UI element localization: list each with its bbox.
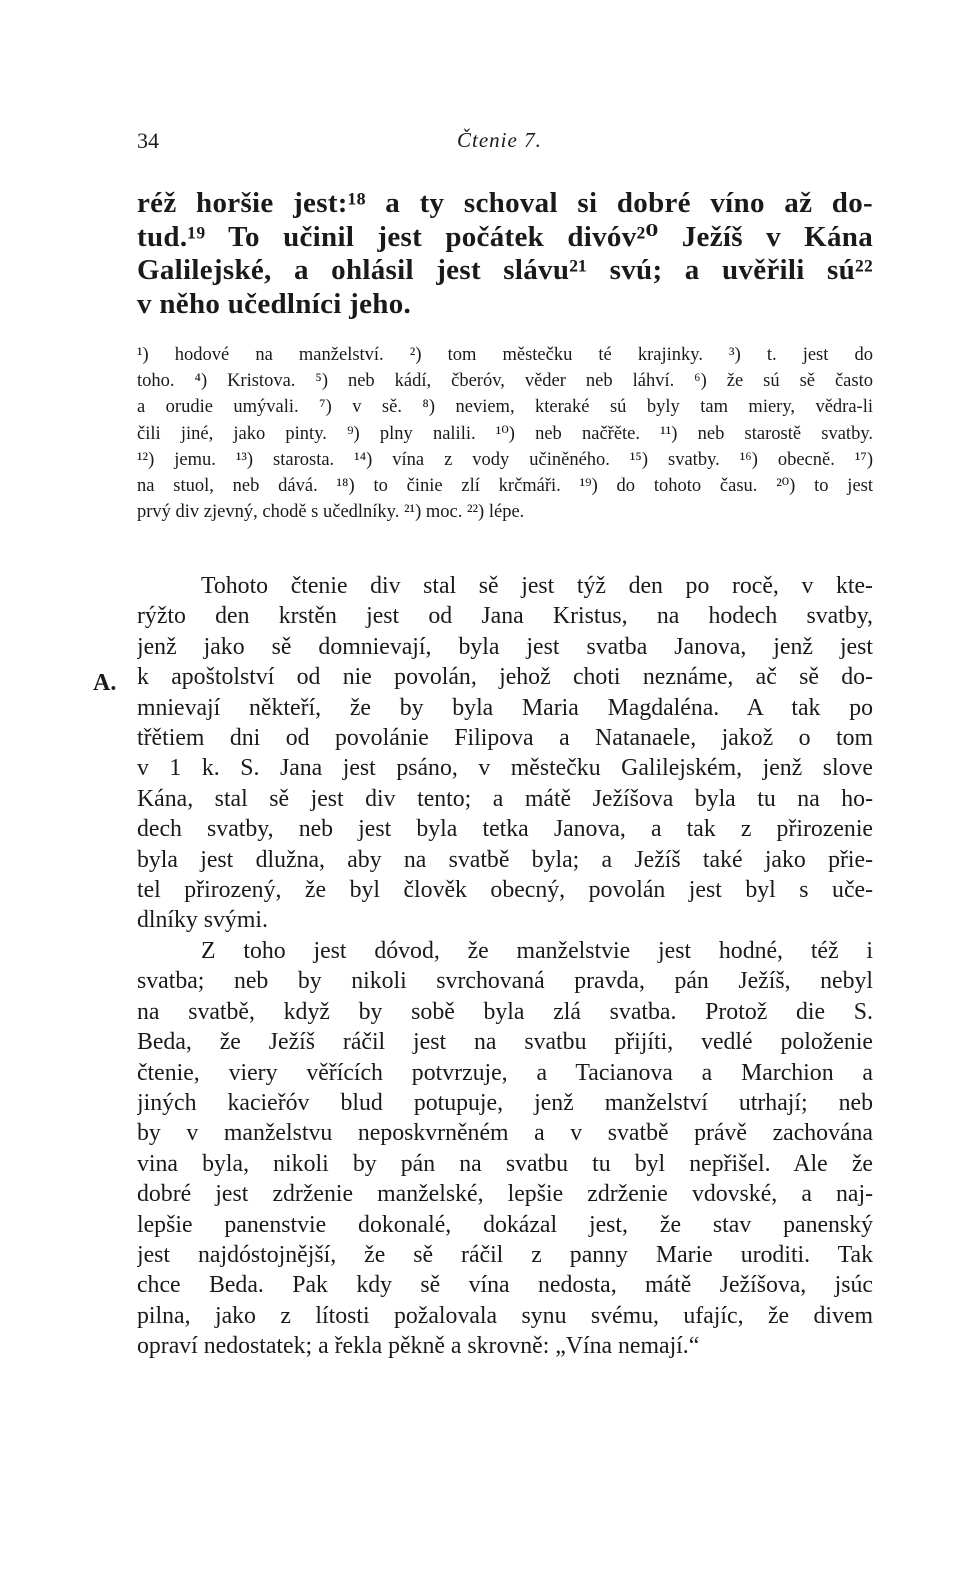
footnote-line: prvý div zjevný, chodě s učedlníky. ²¹) moc. ²²) lépe. <box>137 502 525 523</box>
commentary-text <box>137 571 873 1362</box>
paragraph-line: Tohoto čtenie div stal sě jest týž den po rocě, v kte- <box>201 573 873 599</box>
paragraph-line: čtenie, viery věřících potvrzuje, a Tacianova a Marchion a <box>137 1059 873 1086</box>
paragraph-line: Beda, že Ježíš ráčil jest na svatbu přijíti, vedlé položenie <box>137 1029 873 1056</box>
paragraph-line: tel přirozený, že byl člověk obecný, povolán jest byl s uče- <box>137 877 873 904</box>
verse-line: tud.¹⁹ To učinil jest počátek divóv²⁰ Ježíš v Kána <box>137 220 873 253</box>
footnotes <box>137 342 873 525</box>
footnote-line: na stuol, neb dává. ¹⁸) to činie zlí krčmáři. ¹⁹) do tohoto času. ²⁰) to jest <box>137 476 873 497</box>
verse-line: v něho učedlníci jeho. <box>137 287 412 320</box>
margin-mark: A. <box>93 670 117 696</box>
paragraph-line: byla jest dlužna, aby na svatbě byla; a Ježíš také jako přie- <box>137 846 873 873</box>
paragraph-line: Z toho jest dóvod, že manželstvie jest hodné, též i <box>201 937 873 964</box>
paragraph-line: svatba; neb by nikoli svrchovaná pravda, pán Ježíš, nebyl <box>137 968 873 995</box>
paragraph-line: Kána, stal sě jest div tento; a mátě Ježíšova byla tu na ho- <box>137 785 873 812</box>
paragraph-line: jenž jako sě domnievají, byla jest svatba Janova, jenž jest <box>137 633 873 660</box>
gospel-verse-text <box>137 187 873 321</box>
footnote-line: čili jiné, jako pinty. ⁹) plny nalili. ¹⁰) neb načřěte. ¹¹) neb starostě svatby. <box>137 423 873 444</box>
paragraph-line: v 1 k. S. Jana jest psáno, v městečku Galilejském, jenž slove <box>137 755 873 782</box>
paragraph-line: dobré jest zdrženie manželské, lepšie zdrženie vdovské, a naj- <box>137 1181 873 1208</box>
footnote-line: a orudie umývali. ⁷) v sě. ⁸) neviem, kteraké sú byly tam miery, vědra-li <box>137 397 873 418</box>
paragraph-line: rýžto den krstěn jest od Jana Kristus, na hodech svatby, <box>137 603 873 630</box>
paragraph-line: jest najdóstojnější, že sě ráčil z panny Marie uroditi. Tak <box>137 1241 873 1268</box>
running-head: Čtenie 7. <box>457 128 542 152</box>
verse-line: réž horšie jest:¹⁸ a ty schoval si dobré víno až do- <box>137 187 873 219</box>
page-header <box>137 128 873 158</box>
paragraph-line: chce Beda. Pak kdy sě vína nedosta, mátě Ježíšova, jsúc <box>137 1272 873 1299</box>
paragraph-line: lepšie panenstvie dokonalé, dokázal jest, že stav panenský <box>137 1211 873 1238</box>
page-number: 34 <box>137 128 159 153</box>
paragraph-line: vina byla, nikoli by pán na svatbu tu byl nepřišel. Ale že <box>137 1150 873 1177</box>
paragraph-line: jiných kacieřóv blud potupuje, jenž manželství utrhají; neb <box>137 1089 873 1116</box>
paragraph-line: by v manželstvu neposkvrněném a v svatbě právě zachována <box>137 1120 873 1147</box>
paragraph-line: mnievají někteří, že by byla Maria Magdaléna. A tak po <box>137 694 873 721</box>
paragraph-line: k apoštolství od nie povolán, jehož choti neznáme, ač sě do- <box>137 664 873 691</box>
footnote-line: ¹²) jemu. ¹³) starosta. ¹⁴) vína z vody učiněného. ¹⁵) svatby. ¹⁶) obecně. ¹⁷) <box>137 449 873 470</box>
paragraph-line: na svatbě, když by sobě byla zlá svatba. Protož die S. <box>137 998 873 1025</box>
verse-line: Galilejské, a ohlásil jest slávu²¹ svú; a uvěřili sú²² <box>137 254 873 286</box>
paragraph-line: dech svatby, neb jest byla tetka Janova, a tak z přirozenie <box>137 816 873 843</box>
paragraph-line: třětiem dni od povolánie Filipova a Natanaele, jakož o tom <box>137 725 873 752</box>
paragraph-line: pilna, jako z lítosti požalovala synu svému, ufajíc, že divem <box>137 1302 873 1329</box>
paragraph-line: dlníky svými. <box>137 907 268 934</box>
footnote-line: ¹) hodové na manželství. ²) tom městečku té krajinky. ³) t. jest do <box>137 345 873 365</box>
footnote-line: toho. ⁴) Kristova. ⁵) neb kádí, čberóv, věder neb láhví. ⁶) že sú sě často <box>137 371 873 392</box>
paragraph-line: opraví nedostatek; a řekla pěkně a skrovně: „Vína nemají.“ <box>137 1333 700 1360</box>
